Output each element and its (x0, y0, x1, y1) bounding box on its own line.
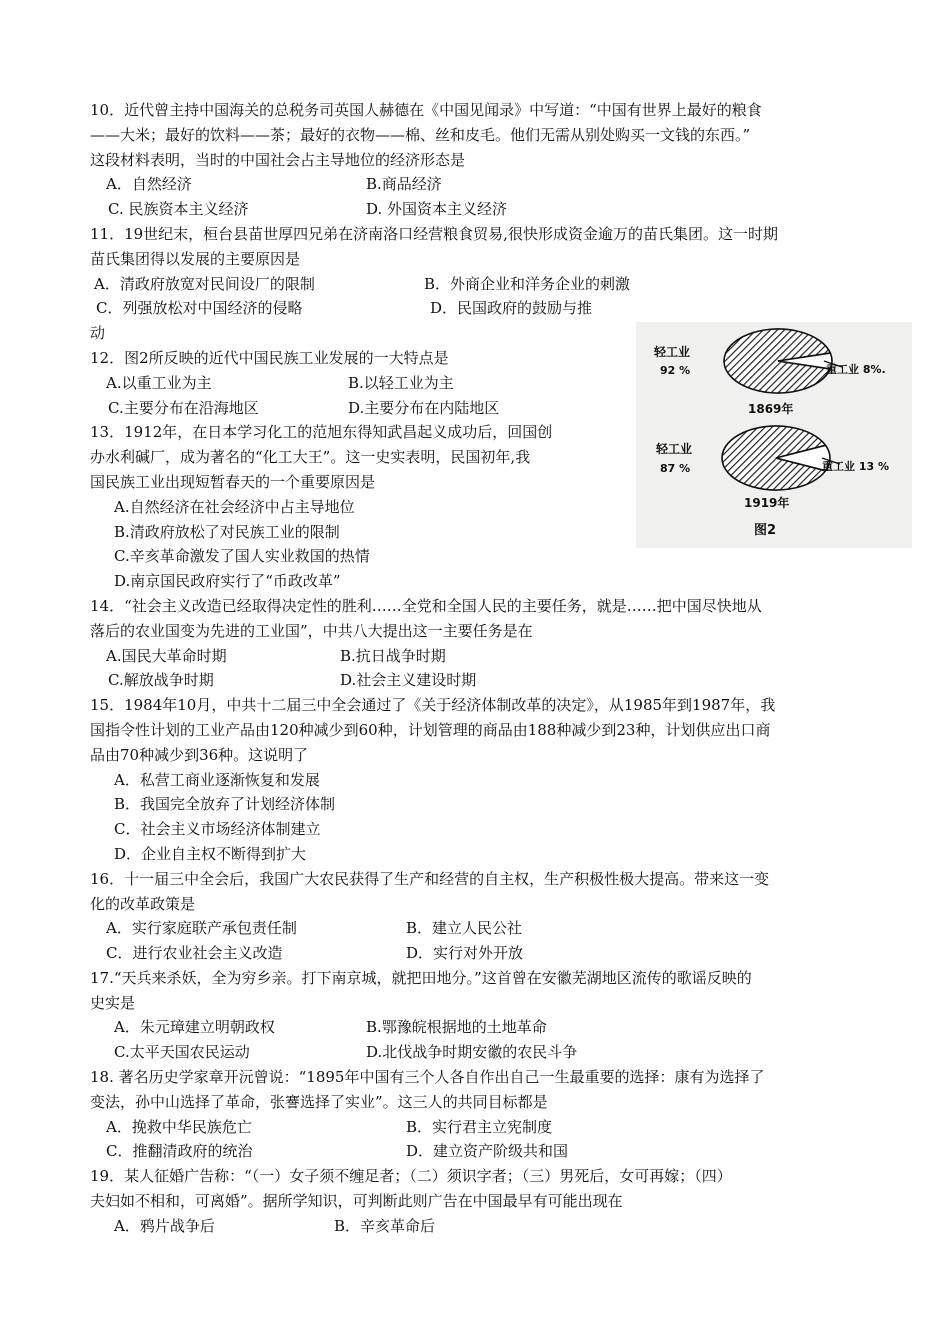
q10-line-3: 这段材料表明，当时的中国社会占主导地位的经济形态是 (90, 150, 466, 169)
q17-options-row-2 (90, 1040, 862, 1065)
q12-option-c: C.主要分布在沿海地区 (108, 398, 259, 417)
q15-line-3: 品由70种减少到36种。这说明了 (90, 745, 309, 764)
pie-1869-heavy-label: 重工业 8%. (826, 363, 886, 376)
q17-options-row-1 (90, 1015, 862, 1040)
q17-line-1: 17.“天兵来杀妖，全为穷乡亲。打下南京城，就把田地分。”这首曾在安徽芜湖地区流传的歌谣反映的 (90, 968, 752, 987)
q17-option-a: A．朱元璋建立明朝政权 (114, 1018, 275, 1037)
pie-1869-title: 1869年 (748, 402, 794, 416)
q18-option-a: A．挽救中华民族危亡 (106, 1117, 252, 1136)
pie-1919-light-label: 轻工业 (656, 442, 693, 456)
figure-caption: 图2 (754, 523, 777, 538)
pie-1869 (724, 329, 842, 393)
q15-line-2: 国指令性计划的工业产品由120种减少到60种，计划管理的商品由188种减少到23种，计划供应出口商 (90, 720, 771, 739)
q19-option-b: B．辛亥革命后 (334, 1216, 436, 1235)
q19-options-row-1 (90, 1214, 862, 1239)
q10-option-b: B.商品经济 (366, 175, 442, 194)
q12-option-b: B.以轻工业为主 (348, 373, 454, 392)
q14-option-c: C.解放战争时期 (108, 671, 214, 690)
q11-options-row-2 (90, 296, 862, 321)
q19-line-2: 夫妇如不相和，可离婚”。据所学知识，可判断此则广告在中国最早有可能出现在 (90, 1192, 623, 1211)
q17-option-d: D.北伐战争时期安徽的农民斗争 (366, 1043, 578, 1062)
q11-option-a: A．清政府放宽对民间设厂的限制 (94, 274, 315, 293)
q13-option-c: C.辛亥革命激发了国人实业救国的热情 (114, 547, 370, 566)
figure-2 (636, 322, 912, 548)
q16-line-2: 化的改革政策是 (90, 894, 196, 913)
q13-line-3: 国民族工业出现短暂春天的一个重要原因是 (90, 472, 376, 491)
q12-option-d: D.主要分布在内陆地区 (348, 398, 500, 417)
pie-1869-light-value: 92 % (660, 364, 691, 377)
q13-option-b: B.清政府放松了对民族工业的限制 (114, 522, 340, 541)
q14-options-row-1 (90, 644, 862, 669)
q18-option-c: C．推翻清政府的统治 (106, 1142, 253, 1161)
q18-options-row-2 (90, 1139, 862, 1164)
pie-charts-svg (636, 322, 912, 548)
pie-1919-light-value: 87 % (660, 462, 691, 475)
q16-options-row-1 (90, 916, 862, 941)
q11-option-b: B．外商企业和洋务企业的刺激 (424, 274, 631, 293)
pie-1919 (722, 426, 840, 490)
pie-1919-heavy-label: 重工业 13 % (822, 460, 889, 473)
q15-option-d: D．企业自主权不断得到扩大 (114, 844, 307, 863)
q16-option-a: A．实行家庭联产承包责任制 (106, 919, 297, 938)
q16-options-row-2 (90, 941, 862, 966)
q11-options-row-1 (90, 272, 862, 297)
q10-options-row-2 (90, 197, 862, 222)
q13-line-1: 13．1912年，在日本学习化工的范旭东得知武昌起义成功后，回国创 (90, 423, 553, 442)
q17-option-c: C.太平天国农民运动 (114, 1043, 250, 1062)
q16-option-b: B．建立人民公社 (406, 919, 523, 938)
q10-options-row-1 (90, 172, 862, 197)
q18-options-row-1 (90, 1115, 862, 1140)
q18-option-d: D．建立资产阶级共和国 (406, 1142, 569, 1161)
q16-option-c: C．进行农业社会主义改造 (106, 944, 283, 963)
q11-option-c: C．列强放松对中国经济的侵略 (96, 299, 303, 318)
pie-1869-light-label: 轻工业 (654, 345, 691, 359)
q16-option-d: D．实行对外开放 (406, 944, 524, 963)
q13-line-2: 办水利碱厂，成为著名的“化工大王”。这一史实表明，民国初年,我 (90, 448, 531, 467)
q11-tail: 动 (90, 324, 106, 343)
q14-line-2: 落后的农业国变为先进的工业国”，中共八大提出这一主要任务是在 (90, 621, 533, 640)
q14-option-d: D.社会主义建设时期 (340, 671, 477, 690)
q18-line-2: 变法，孙中山选择了革命，张謇选择了实业”。这三人的共同目标都是 (90, 1092, 548, 1111)
q15-option-b: B．我国完全放弃了计划经济体制 (114, 795, 336, 814)
q18-option-b: B．实行君主立宪制度 (406, 1117, 553, 1136)
q14-option-b: B.抗日战争时期 (340, 646, 446, 665)
q14-options-row-2 (90, 668, 862, 693)
q15-option-a: A．私营工商业逐渐恢复和发展 (114, 770, 320, 789)
q10-line-2: ——大米；最好的饮料——茶；最好的衣物——棉、丝和皮毛。他们无需从别处购买一文钱的东西。” (90, 125, 751, 144)
q17-line-2: 史实是 (90, 993, 136, 1012)
q13-option-d: D.南京国民政府实行了“币政改革” (114, 572, 341, 591)
q10-option-c: C. 民族资本主义经济 (108, 200, 249, 219)
q14-option-a: A.国民大革命时期 (106, 646, 227, 665)
exam-page (90, 98, 862, 1239)
q15-line-1: 15．1984年10月，中共十二届三中全会通过了《关于经济体制改革的决定》，从1985年到1987年，我 (90, 696, 776, 715)
q16-line-1: 16．十一届三中全会后，我国广大农民获得了生产和经营的自主权，生产积极性极大提高。带来这一变 (90, 869, 770, 888)
q10-option-d: D. 外国资本主义经济 (366, 200, 508, 219)
q11-option-d: D．民国政府的鼓励与推 (430, 299, 593, 318)
q12-option-a: A.以重工业为主 (106, 373, 212, 392)
q14-line-1: 14．“社会主义改造已经取得决定性的胜利……全党和全国人民的主要任务，就是……把中国尽快地从 (90, 596, 762, 615)
q18-line-1: 18. 著名历史学家章开沅曾说：“1895年中国有三个人各自作出自己一生最重要的选择：康有为选择了 (90, 1068, 765, 1087)
q12-line-1: 12．图2所反映的近代中国民族工业发展的一大特点是 (90, 348, 449, 367)
q15-option-c: C．社会主义市场经济体制建立 (114, 820, 321, 839)
q13-option-a: A.自然经济在社会经济中占主导地位 (114, 497, 355, 516)
pie-1919-title: 1919年 (744, 496, 790, 510)
q10-option-a: A．自然经济 (106, 175, 192, 194)
q10-line-1: 10．近代曾主持中国海关的总税务司英国人赫德在《中国见闻录》中写道：“中国有世界上最好的粮食 (90, 101, 762, 119)
q19-option-a: A．鸦片战争后 (114, 1216, 215, 1235)
q17-option-b: B.鄂豫皖根据地的土地革命 (366, 1018, 547, 1037)
q11-line-2: 苗氏集团得以发展的主要原因是 (90, 249, 301, 268)
q19-line-1: 19．某人征婚广告称：“（一）女子须不缠足者；（二）须识字者；（三）男死后，女可再嫁；（四） (90, 1167, 732, 1186)
q11-line-1: 11．19世纪末，桓台县苗世厚四兄弟在济南洛口经营粮食贸易,很快形成资金逾万的苗氏集团。这一时期 (90, 224, 778, 243)
